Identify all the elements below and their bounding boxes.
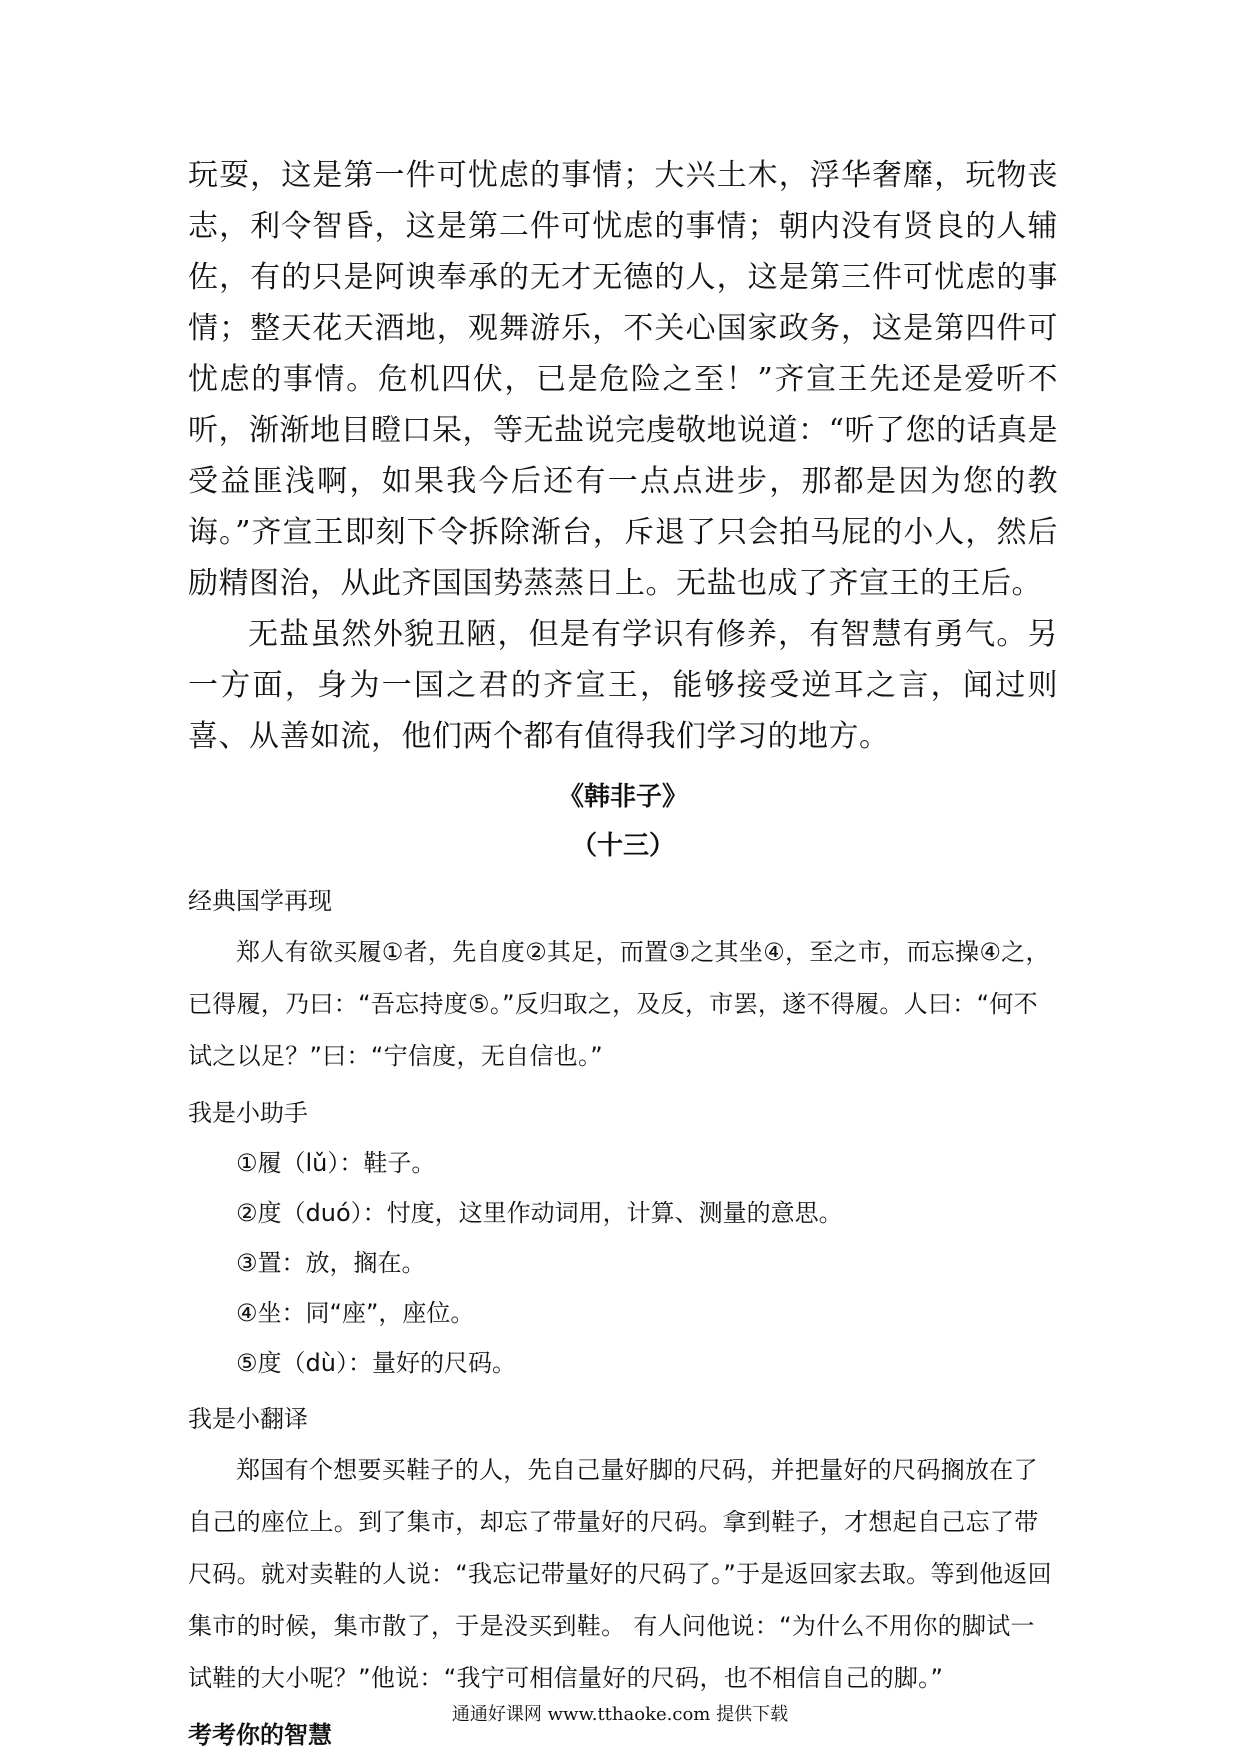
translation-heading: 我是小翻译 [188,1405,308,1433]
classic-text: 郑人有欲买履①者，先自度②其足，而置③之其坐④，至之市，而忘操④之，已得履，乃曰：“吾忘持度⑤。”反归取之，及反，市罢，遂不得履。人曰：“何不试之以足？”曰：“宁信度，无自信也。” [188,938,1050,1070]
translation-text: 郑国有个想要买鞋子的人，先自己量好脚的尺码，并把量好的尺码搁放在了自己的座位上。到了集市，却忘了带量好的尺码。拿到鞋子，才想起自己忘了带尺码。就对卖鞋的人说：“我忘记带量好的尺码了。”于是返回家去取。等到他返回集市的时候，集市散了，于是没买到鞋。 有人问他说：“为什么不用你的脚试一试鞋的大小呢？”他说：“我宁可相信量好的尺码，也不相信自己的脚。” [188,1456,1052,1692]
commentary-paragraph: 无盐虽然外貌丑陋，但是有学识有修养，有智慧有勇气。另一方面，身为一国之君的齐宣王，能够接受逆耳之言，闻过则喜、从善如流，他们两个都有值得我们学习的地方。 [188,617,1058,754]
note-item: ③置：放，搁在。 [236,1249,426,1277]
helper-heading: 我是小助手 [188,1099,308,1127]
quiz-heading: 考考你的智慧 [188,1721,332,1749]
note-item: ④坐：同“座”，座位。 [236,1299,475,1327]
note-item: ②度（duó）：忖度，这里作动词用，计算、测量的意思。 [236,1199,843,1227]
story-paragraph: 玩耍，这是第一件可忧虑的事情；大兴土木，浮华奢靡，玩物丧志，利令智昏，这是第二件可忧虑的事情；朝内没有贤良的人辅佐，有的只是阿谀奉承的无才无德的人，这是第三件可忧虑的事情；整天花天酒地，观舞游乐，不关心国家政务，这是第四件可忧虑的事情。危机四伏，已是危险之至！”齐宣王先还是爱听不听，渐渐地目瞪口呆，等无盐说完虔敬地说道：“听了您的话真是受益匪浅啊，如果我今后还有一点点进步，那都是因为您的教诲。”齐宣王即刻下令拆除渐台，斥退了只会拍马屁的小人，然后励精图治，从此齐国国势蒸蒸日上。无盐也成了齐宣王的王后。 [188,158,1058,601]
note-item: ①履（lǔ）：鞋子。 [236,1149,436,1177]
page-content [188,150,1058,1760]
book-title: 《韩非子》 [557,782,688,812]
section-number: （十三） [570,831,675,861]
classic-heading: 经典国学再现 [188,887,332,915]
note-item: ⑤度（dù）：量好的尺码。 [236,1349,516,1377]
page-footer: 通通好课网 www.tthaoke.com 提供下载 [451,1704,789,1725]
